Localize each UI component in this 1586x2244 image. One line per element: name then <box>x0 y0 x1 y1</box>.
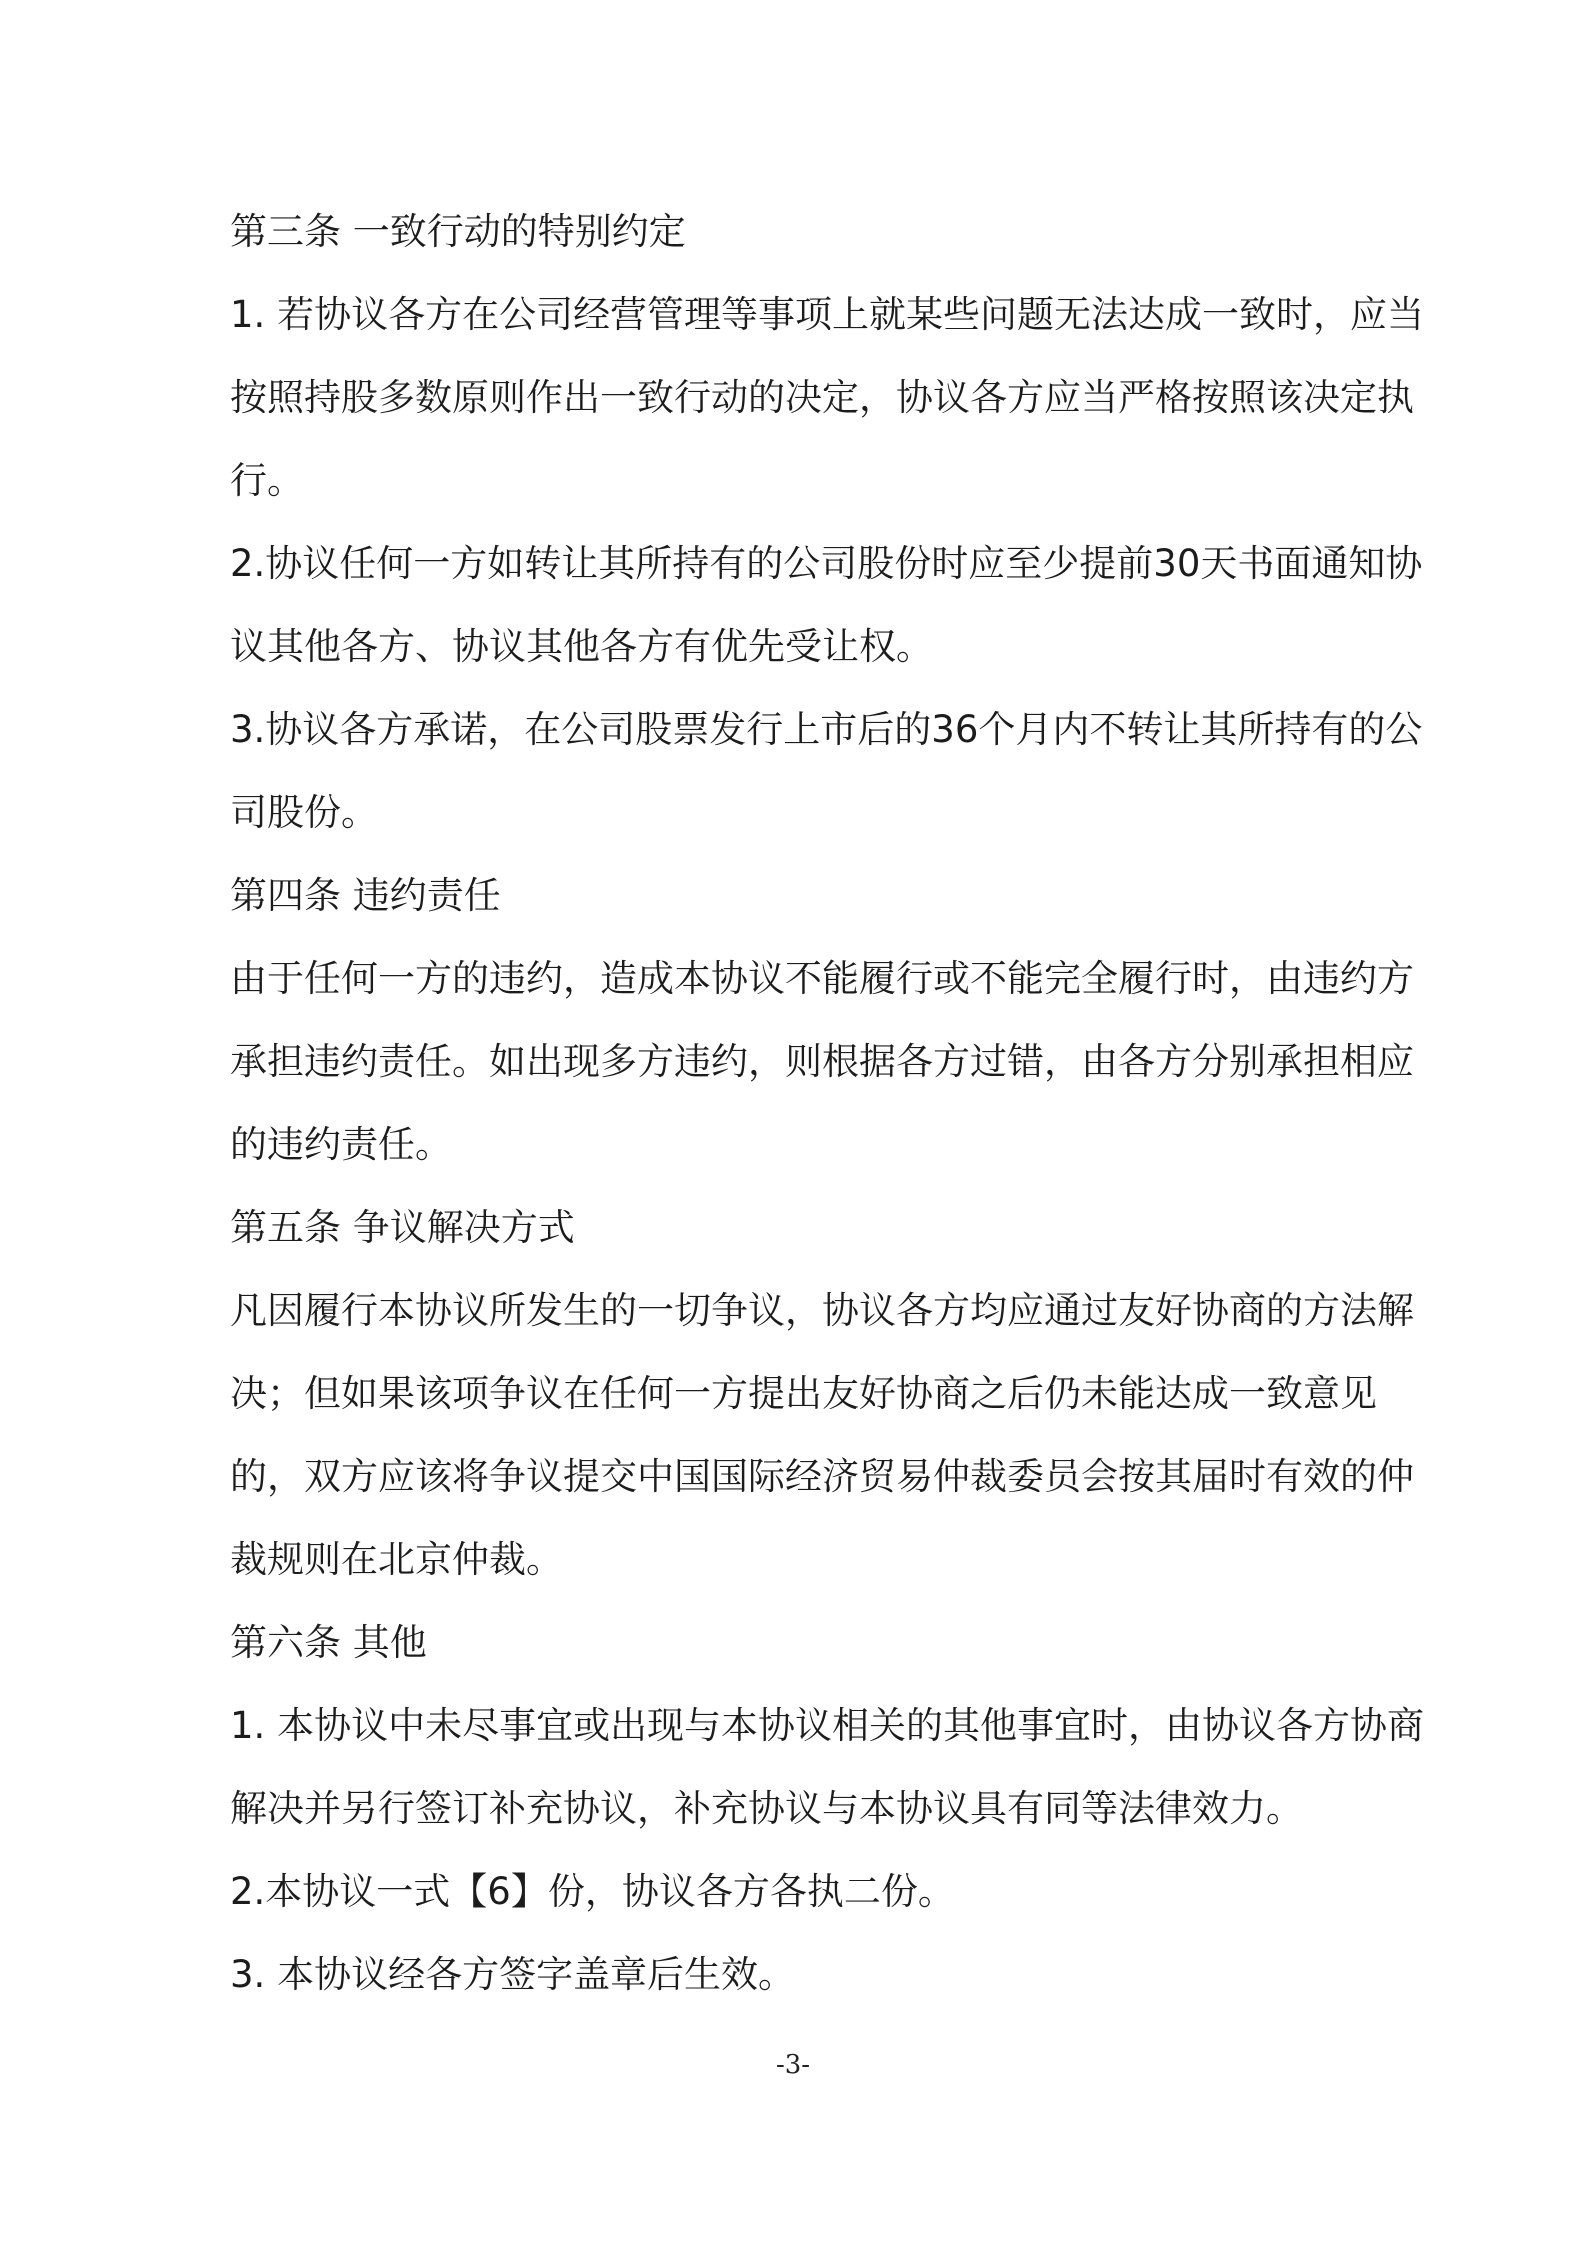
paragraph: 1. 本协议中未尽事宜或出现与本协议相关的其他事宜时，由协议各方协商解决并另行签订补充协议，补充协议与本协议具有同等法律效力。 <box>230 1704 1425 1830</box>
paragraph: 3. 本协议经各方签字盖章后生效。 <box>230 1953 796 1996</box>
paragraph: 2.本协议一式【6】份，协议各方各执二份。 <box>230 1870 955 1913</box>
document-body <box>230 190 1440 2016</box>
paragraph: 1. 若协议各方在公司经营管理等事项上就某些问题无法达成一致时，应当按照持股多数原则作出一致行动的决定，协议各方应当严格按照该决定执行。 <box>230 293 1425 502</box>
paragraph: 2.协议任何一方如转让其所持有的公司股份时应至少提前30天书面通知协议其他各方、协议其他各方有优先受让权。 <box>230 542 1423 668</box>
section-heading: 第四条 违约责任 <box>230 874 501 917</box>
page-number: -3- <box>775 2050 811 2080</box>
paragraph: 3.协议各方承诺，在公司股票发行上市后的36个月内不转让其所持有的公司股份。 <box>230 708 1423 834</box>
section-article-4 <box>230 854 1440 1186</box>
section-article-3 <box>230 190 1440 854</box>
section-heading: 第六条 其他 <box>230 1621 427 1664</box>
paragraph: 凡因履行本协议所发生的一切争议，协议各方均应通过友好协商的方法解决；但如果该项争议在任何一方提出友好协商之后仍未能达成一致意见的，双方应该将争议提交中国国际经济贸易仲裁委员会按其届时有效的仲裁规则在北京仲裁。 <box>230 1289 1414 1581</box>
section-heading: 第三条 一致行动的特别约定 <box>230 210 686 253</box>
section-article-6 <box>230 1601 1440 2016</box>
section-heading: 第五条 争议解决方式 <box>230 1206 575 1249</box>
section-article-5 <box>230 1186 1440 1601</box>
paragraph: 由于任何一方的违约，造成本协议不能履行或不能完全履行时，由违约方承担违约责任。如出现多方违约，则根据各方过错，由各方分别承担相应的违约责任。 <box>230 957 1414 1166</box>
